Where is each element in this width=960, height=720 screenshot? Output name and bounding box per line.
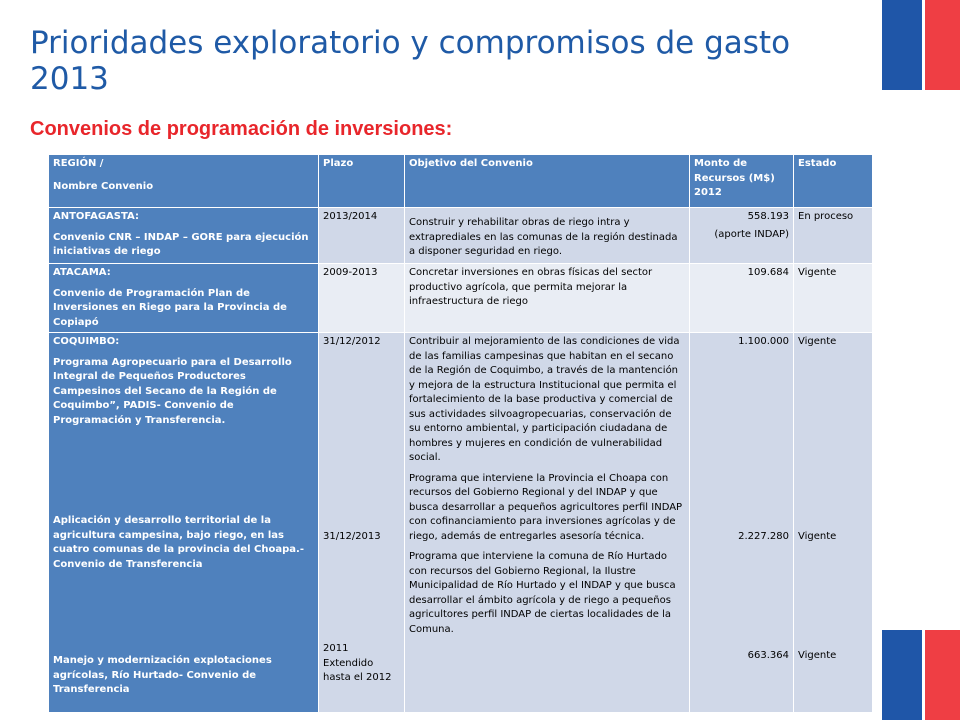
section-subtitle: Convenios de programación de inversiones: <box>30 118 453 140</box>
flag-logo-top <box>882 0 960 90</box>
region-cell: ATACAMA: Convenio de Programación Plan de Inversiones en Riego para la Provincia de Copiapó <box>49 264 319 333</box>
monto-cell: 558.193 (aporte INDAP) <box>690 208 794 264</box>
convenio-name: Aplicación y desarrollo territorial de la agricultura campesina, bajo riego, en las cuatro comunas de la provincia del Choapa.- Convenio de Transferencia <box>53 515 304 570</box>
objetivo-cell: Concretar inversiones en obras físicas del sector productivo agrícola, que permita mejorar la infraestructura de riego <box>405 264 690 333</box>
table-row <box>49 208 873 264</box>
convenio-name: Programa Agropecuario para el Desarrollo Integral de Pequeños Productores Campesinos del Secano de la Región de Coquimbo”, PADIS- Convenio de Programación y Transferencia. <box>53 356 292 426</box>
flag-blue-stripe <box>882 630 922 720</box>
page-title: Prioridades exploratorio y compromisos de gasto 2013 <box>30 25 791 97</box>
header-estado: Estado <box>794 155 873 208</box>
header-plazo: Plazo <box>319 155 405 208</box>
objetivo-cell: Construir y rehabilitar obras de riego intra y extraprediales en las comunas de la región destinada a disponer seguridad en riego. <box>405 208 690 264</box>
convenio-name: Manejo y modernización explotaciones agrícolas, Río Hurtado- Convenio de Transferencia <box>53 655 272 695</box>
table-row <box>49 264 873 333</box>
convenios-table <box>48 154 873 713</box>
estado-cell: Vigente Vigente Vigente <box>794 333 873 713</box>
region-cell: ANTOFAGASTA: Convenio CNR – INDAP – GORE para ejecución iniciativas de riego <box>49 208 319 264</box>
table-header-row <box>49 155 873 208</box>
plazo-cell: 31/12/2012 31/12/2013 2011 Extendido hasta el 2012 <box>319 333 405 713</box>
flag-blue-stripe <box>882 0 922 90</box>
flag-logo-bottom <box>882 630 960 720</box>
monto-cell: 1.100.000 2.227.280 663.364 <box>690 333 794 713</box>
flag-red-stripe <box>925 0 960 90</box>
plazo-cell: 2009-2013 <box>319 264 405 333</box>
plazo-cell: 2013/2014 <box>319 208 405 264</box>
flag-red-stripe <box>925 630 960 720</box>
table-row <box>49 333 873 713</box>
objetivo-cell: Contribuir al mejoramiento de las condiciones de vida de las familias campesinas que habitan en el secano de la Región de Coquimbo, a través de la mantención y mejora de la estructura Institucional que permita el fortalecimiento de la base productiva y comercial de sus actividades silvoagropecuarias, conservación de su entorno ambiental, y participación ciudadana de hombres y mujeres en condición de vulnerabilidad social. Programa que interviene la Provincia el Choapa con recursos del Gobierno Regional y del INDAP y que busca desarrollar a pequeños agricultores perfil INDAP con cofinanciamiento para inversiones agrícolas y de riego, además de entregarles asesoría técnica. Programa que interviene la comuna de Río Hurtado con recursos del Gobierno Regional, la Ilustre Municipalidad de Río Hurtado y el INDAP y que busca desarrollar el ámbito agrícola y de riego a pequeños agricultores perfil INDAP de ciertas localidades de la Comuna. <box>405 333 690 713</box>
monto-cell: 109.684 <box>690 264 794 333</box>
header-objetivo: Objetivo del Convenio <box>405 155 690 208</box>
region-cell: COQUIMBO: Programa Agropecuario para el Desarrollo Integral de Pequeños Productores Campesinos del Secano de la Región de Coquimbo”, PADIS- Convenio de Programación y Transferencia. Aplicación y desarrollo territorial de la agricultura campesina, bajo riego, en las cuatro comunas de la provincia del Choapa.- Convenio de Transferencia Manejo y modernización explotaciones agrícolas, Río Hurtado- Convenio de Transferencia <box>49 333 319 713</box>
estado-cell: En proceso <box>794 208 873 264</box>
estado-cell: Vigente <box>794 264 873 333</box>
header-region: REGIÓN / Nombre Convenio <box>49 155 319 208</box>
header-monto: Monto de Recursos (M$) 2012 <box>690 155 794 208</box>
